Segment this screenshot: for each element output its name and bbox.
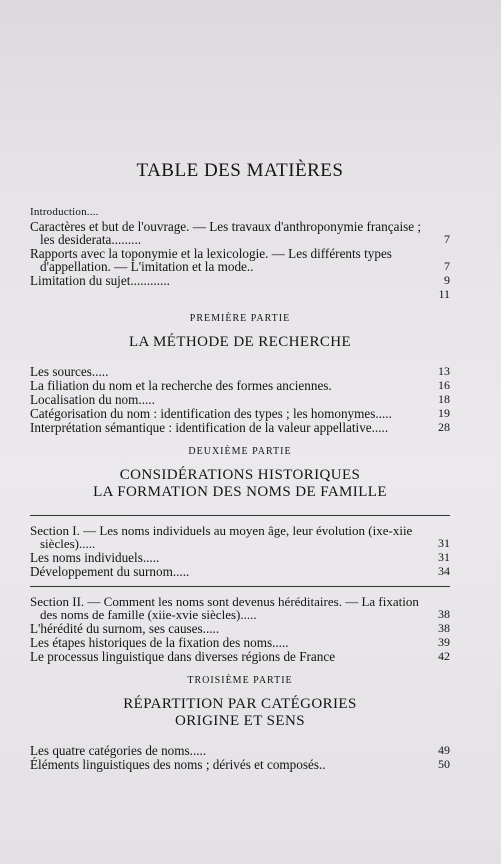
toc-entry <box>30 650 450 663</box>
part2-title-line2: LA FORMATION DES NOMS DE FAMILLE <box>93 484 387 500</box>
toc-entry <box>30 247 450 273</box>
entry-text: La filiation du nom et la recherche des formes anciennes. <box>30 378 332 393</box>
entry-text: Le processus linguistique dans diverses régions de France <box>30 649 336 664</box>
entry-text: Les noms individuels..... <box>30 550 160 565</box>
entry-text: Les sources..... <box>30 364 109 379</box>
entry-text: Rapports avec la toponymie et la lexicologie. — Les différents types d'appellation. — L'imitation et la mode.. <box>30 246 392 274</box>
entry-page: 9 <box>444 273 450 287</box>
toc-entry <box>30 288 450 301</box>
part3-title-line1: RÉPARTITION PAR CATÉGORIES <box>123 696 357 712</box>
entry-text: Caractères et but de l'ouvrage. — Les travaux d'anthroponymie française ; les desiderata......... <box>30 219 422 247</box>
part2-section2 <box>30 595 450 663</box>
entry-page: 34 <box>438 564 450 578</box>
entry-page: 7 <box>444 259 450 273</box>
entry-page: 28 <box>438 420 450 434</box>
entry-text: L'hérédité du surnom, ses causes..... <box>30 621 220 636</box>
toc-entry <box>30 551 450 564</box>
toc-entry <box>30 421 450 434</box>
toc-title: TABLE DES MATIÈRES <box>136 160 344 181</box>
toc-entry <box>30 744 450 757</box>
entry-page: 13 <box>438 364 450 378</box>
section-heading <box>30 524 450 550</box>
entry-text: Les quatre catégories de noms..... <box>30 743 207 758</box>
toc-entry <box>30 274 450 287</box>
entry-page: 50 <box>438 757 450 771</box>
part1-group <box>30 365 450 434</box>
entry-page: 19 <box>438 406 450 420</box>
section1-page: 31 <box>438 536 450 550</box>
entry-text: Éléments linguistiques des noms ; dérivés et composés.. <box>30 757 326 772</box>
part2-label: DEUXIÈME PARTIE <box>188 446 292 457</box>
entry-text: Limitation du sujet............ <box>30 273 170 288</box>
part2-title-line1: CONSIDÉRATIONS HISTORIQUES <box>119 467 361 483</box>
entry-text: Localisation du nom..... <box>30 392 155 407</box>
entry-page: 7 <box>444 232 450 246</box>
toc-entry <box>30 622 450 635</box>
toc-entry <box>30 393 450 406</box>
section2-page: 38 <box>438 607 450 621</box>
entry-page: 39 <box>438 635 450 649</box>
part2-section1 <box>30 524 450 578</box>
table-of-contents <box>30 160 450 779</box>
toc-entry <box>30 379 450 392</box>
toc-entry <box>30 365 450 378</box>
entry-text: Catégorisation du nom : identification des types ; les homonymes..... <box>30 406 392 421</box>
entry-text: Les étapes historiques de la fixation des noms..... <box>30 635 289 650</box>
section2-head: Section II. — Comment les noms sont devenus héréditaires. — La fixation des noms de famille (xiie-xvie siècles)..... <box>30 594 419 622</box>
toc-entry <box>30 758 450 771</box>
entry-page: 11 <box>438 287 450 301</box>
entry-page: 16 <box>438 378 450 392</box>
toc-entry <box>30 636 450 649</box>
part3-title <box>30 696 450 730</box>
divider <box>30 515 450 516</box>
entry-page: 31 <box>438 550 450 564</box>
entry-text: Développement du surnom..... <box>30 564 190 579</box>
toc-entry <box>30 407 450 420</box>
divider <box>30 586 450 587</box>
entry-page: 38 <box>438 621 450 635</box>
section1-head: Section I. — Les noms individuels au moyen âge, leur évolution (ixe-xiie siècles)..... <box>30 523 413 551</box>
introduction-heading <box>30 206 450 219</box>
part3-label: TROISIÈME PARTIE <box>187 675 293 686</box>
part3-group <box>30 744 450 771</box>
part3-title-line2: ORIGINE ET SENS <box>175 713 305 729</box>
entry-text: Interprétation sémantique : identification de la valeur appellative..... <box>30 420 389 435</box>
part1-label: PREMIÈRE PARTIE <box>189 313 291 324</box>
toc-entry <box>30 220 450 246</box>
introduction-label: Introduction.... <box>30 206 99 218</box>
introduction-group <box>30 206 450 301</box>
toc-entry <box>30 565 450 578</box>
entry-page: 49 <box>438 743 450 757</box>
part1-title: LA MÉTHODE DE RECHERCHE <box>128 334 352 350</box>
section-heading <box>30 595 450 621</box>
part2-title <box>30 467 450 501</box>
entry-page: 42 <box>438 649 450 663</box>
entry-page: 18 <box>438 392 450 406</box>
